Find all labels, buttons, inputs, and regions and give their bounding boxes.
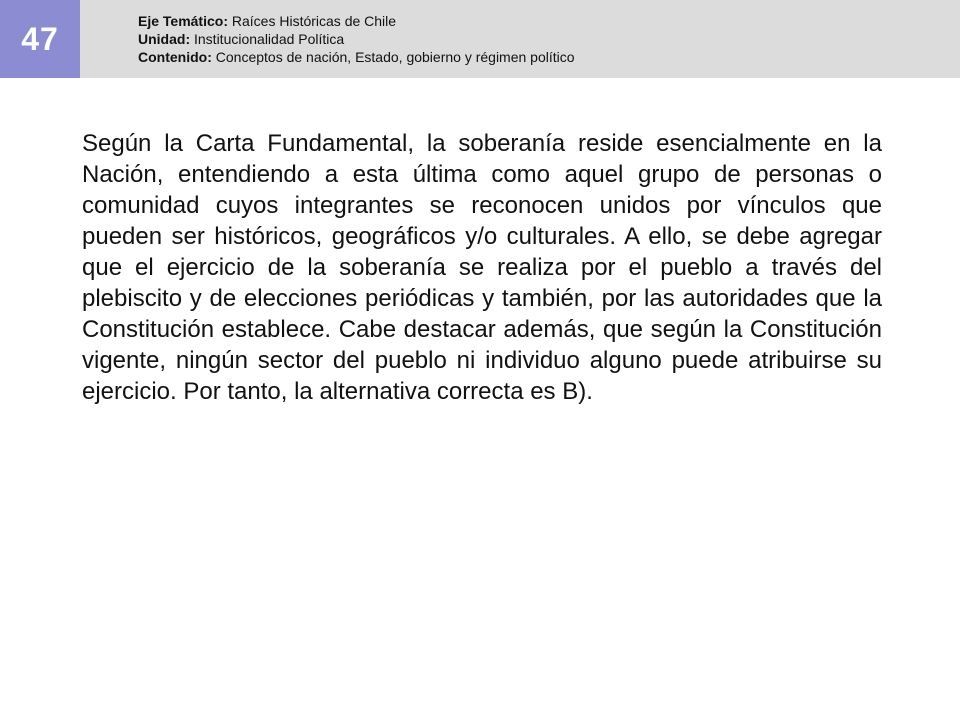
contenido-value: Conceptos de nación, Estado, gobierno y régimen político xyxy=(215,49,575,65)
answer-explanation-paragraph: Según la Carta Fundamental, la soberanía reside esencialmente en la Nación, entendiendo a esta última como aquel grupo de personas o comunidad cuyos integrantes se reconocen unidos por vínculos que pueden ser históricos, geográficos y/o culturales. A ello, se debe agregar que el ejercicio de la soberanía se realiza por el pueblo a través del plebiscito y de elecciones periódicas y también, por las autoridades que la Constitución establece. Cabe destacar además, que según la Constitución vigente, ningún sector del pueblo ni individuo alguno puede atribuirse su ejercicio. Por tanto, la alternativa correcta es B). xyxy=(82,130,882,405)
contenido-row xyxy=(138,48,575,66)
header-bar xyxy=(0,0,960,78)
unidad-row xyxy=(138,30,575,48)
slide-number: 47 xyxy=(21,20,59,57)
header-meta xyxy=(138,12,575,66)
eje-tematico-label: Eje Temático: xyxy=(138,13,232,29)
eje-tematico-value: Raíces Históricas de Chile xyxy=(231,13,397,29)
unidad-value: Institucionalidad Política xyxy=(194,31,345,47)
eje-tematico-row xyxy=(138,12,575,30)
slide-number-box xyxy=(0,0,80,78)
contenido-label: Contenido: xyxy=(138,49,216,65)
unidad-label: Unidad: xyxy=(138,31,194,47)
